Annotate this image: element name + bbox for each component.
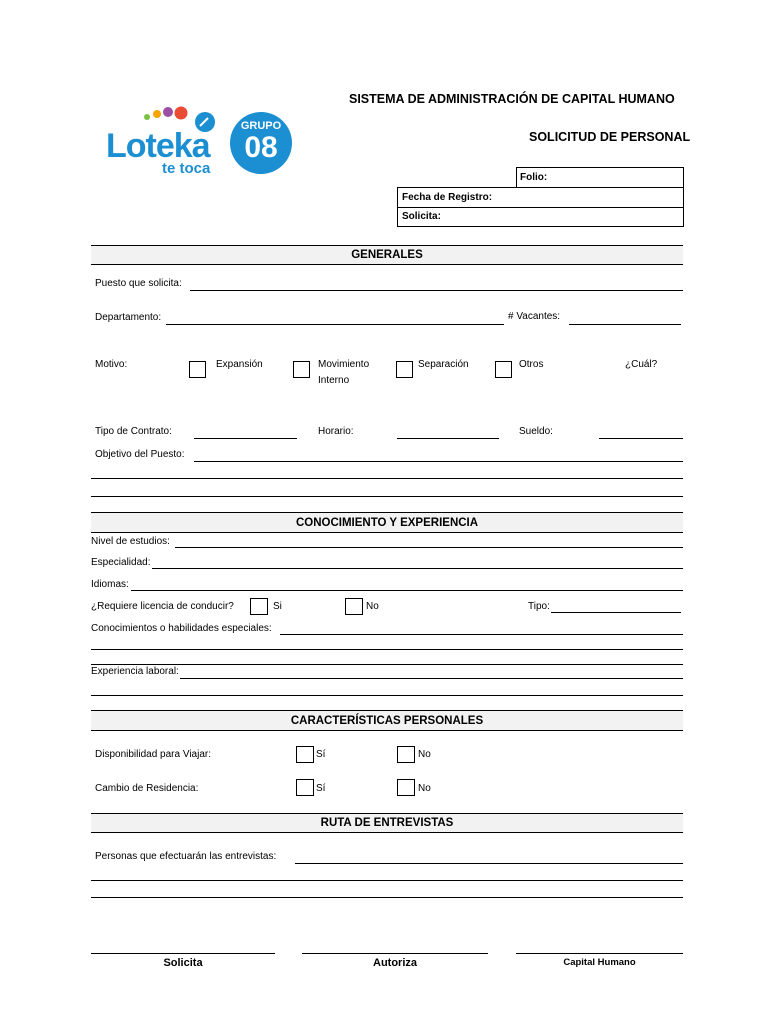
fecha-registro-label: Fecha de Registro:: [402, 192, 493, 203]
checkbox-residencia-no[interactable]: [397, 779, 415, 796]
tipo-licencia-field[interactable]: [551, 612, 681, 613]
horario-field[interactable]: [397, 438, 499, 439]
puesto-field[interactable]: [190, 290, 683, 291]
folio-label: Folio:: [520, 172, 548, 183]
tipo-contrato-label: Tipo de Contrato:: [95, 426, 172, 437]
logo-tagline: te toca: [162, 160, 211, 177]
objetivo-field[interactable]: [194, 461, 683, 462]
licencia-label: ¿Requiere licencia de conducir?: [91, 601, 234, 612]
separacion-label: Separación: [418, 359, 469, 370]
puesto-label: Puesto que solicita:: [95, 278, 182, 289]
checkbox-viajar-si[interactable]: [296, 746, 314, 763]
checkbox-expansion[interactable]: [189, 361, 206, 378]
departamento-label: Departamento:: [95, 312, 162, 323]
signature-line-capital-humano[interactable]: [516, 953, 683, 954]
licencia-no-label: No: [366, 601, 379, 612]
signature-capital-humano-label: Capital Humano: [563, 957, 636, 968]
section-ruta: [91, 813, 683, 833]
logo-brand: Loteka: [106, 127, 210, 165]
checkbox-separacion[interactable]: [396, 361, 413, 378]
sueldo-field[interactable]: [599, 438, 683, 439]
objetivo-line-3[interactable]: [91, 496, 683, 497]
section-conocimiento-title: CONOCIMIENTO Y EXPERIENCIA: [295, 517, 479, 529]
licencia-si-label: Si: [273, 601, 282, 612]
experiencia-field[interactable]: [180, 678, 683, 679]
interno-label: Interno: [318, 375, 350, 386]
habilidades-label: Conocimientos o habilidades especiales:: [91, 623, 272, 634]
form-title: SOLICITUD DE PERSONAL: [529, 130, 691, 144]
idiomas-field[interactable]: [131, 590, 683, 591]
logo-badge-number: 08: [244, 131, 278, 164]
motivo-label: Motivo:: [95, 359, 128, 370]
checkbox-viajar-no[interactable]: [397, 746, 415, 763]
signature-line-solicita[interactable]: [91, 953, 275, 954]
habilidades-field[interactable]: [280, 634, 683, 635]
viajar-si-label: Sí: [316, 749, 326, 760]
tipo-licencia-label: Tipo:: [528, 601, 550, 612]
expansion-label: Expansión: [216, 359, 263, 370]
signature-line-autoriza[interactable]: [302, 953, 488, 954]
residencia-no-label: No: [418, 783, 431, 794]
especialidad-field[interactable]: [152, 568, 683, 569]
residencia-label: Cambio de Residencia:: [95, 783, 199, 794]
section-conocimiento: [91, 512, 683, 533]
departamento-field[interactable]: [166, 324, 504, 325]
habilidades-line-3[interactable]: [91, 664, 683, 665]
solicita-label: Solicita:: [402, 211, 441, 222]
logo-badge-top: GRUPO: [240, 120, 282, 132]
viajar-label: Disponibilidad para Viajar:: [95, 749, 211, 760]
otros-label: Otros: [519, 359, 544, 370]
section-ruta-title: RUTA DE ENTREVISTAS: [320, 817, 454, 829]
idiomas-label: Idiomas:: [91, 579, 129, 590]
experiencia-label: Experiencia laboral:: [91, 666, 179, 677]
objetivo-label: Objetivo del Puesto:: [95, 449, 185, 460]
experiencia-line-2[interactable]: [91, 695, 683, 696]
signature-autoriza-label: Autoriza: [373, 957, 417, 969]
system-title: SISTEMA DE ADMINISTRACIÓN DE CAPITAL HUMANO: [349, 92, 675, 106]
section-generales: [91, 245, 683, 265]
personas-line-2[interactable]: [91, 880, 683, 881]
nivel-estudios-field[interactable]: [175, 547, 683, 548]
habilidades-line-2[interactable]: [91, 649, 683, 650]
sueldo-label: Sueldo:: [519, 426, 553, 437]
vacantes-label: # Vacantes:: [508, 311, 561, 322]
cual-label: ¿Cuál?: [625, 359, 658, 370]
checkbox-residencia-si[interactable]: [296, 779, 314, 796]
personas-field[interactable]: [295, 863, 683, 864]
vacantes-field[interactable]: [569, 324, 681, 325]
residencia-si-label: Sí: [316, 783, 326, 794]
loteka-logo: [104, 104, 300, 184]
checkbox-otros[interactable]: [495, 361, 512, 378]
personas-line-3[interactable]: [91, 897, 683, 898]
personas-label: Personas que efectuarán las entrevistas:: [95, 851, 277, 862]
nivel-estudios-label: Nivel de estudios:: [91, 536, 170, 547]
checkbox-movimiento-interno[interactable]: [293, 361, 310, 378]
section-caracteristicas-title: CARACTERÍSTICAS PERSONALES: [290, 715, 484, 727]
checkbox-licencia-no[interactable]: [345, 598, 363, 615]
tipo-contrato-field[interactable]: [194, 438, 297, 439]
viajar-no-label: No: [418, 749, 431, 760]
movimiento-label: Movimiento: [318, 359, 370, 370]
signature-solicita-label: Solicita: [163, 957, 203, 969]
checkbox-licencia-si[interactable]: [250, 598, 268, 615]
objetivo-line-2[interactable]: [91, 478, 683, 479]
section-generales-title: GENERALES: [351, 249, 423, 261]
especialidad-label: Especialidad:: [91, 557, 151, 568]
horario-label: Horario:: [318, 426, 354, 437]
section-caracteristicas: [91, 710, 683, 731]
